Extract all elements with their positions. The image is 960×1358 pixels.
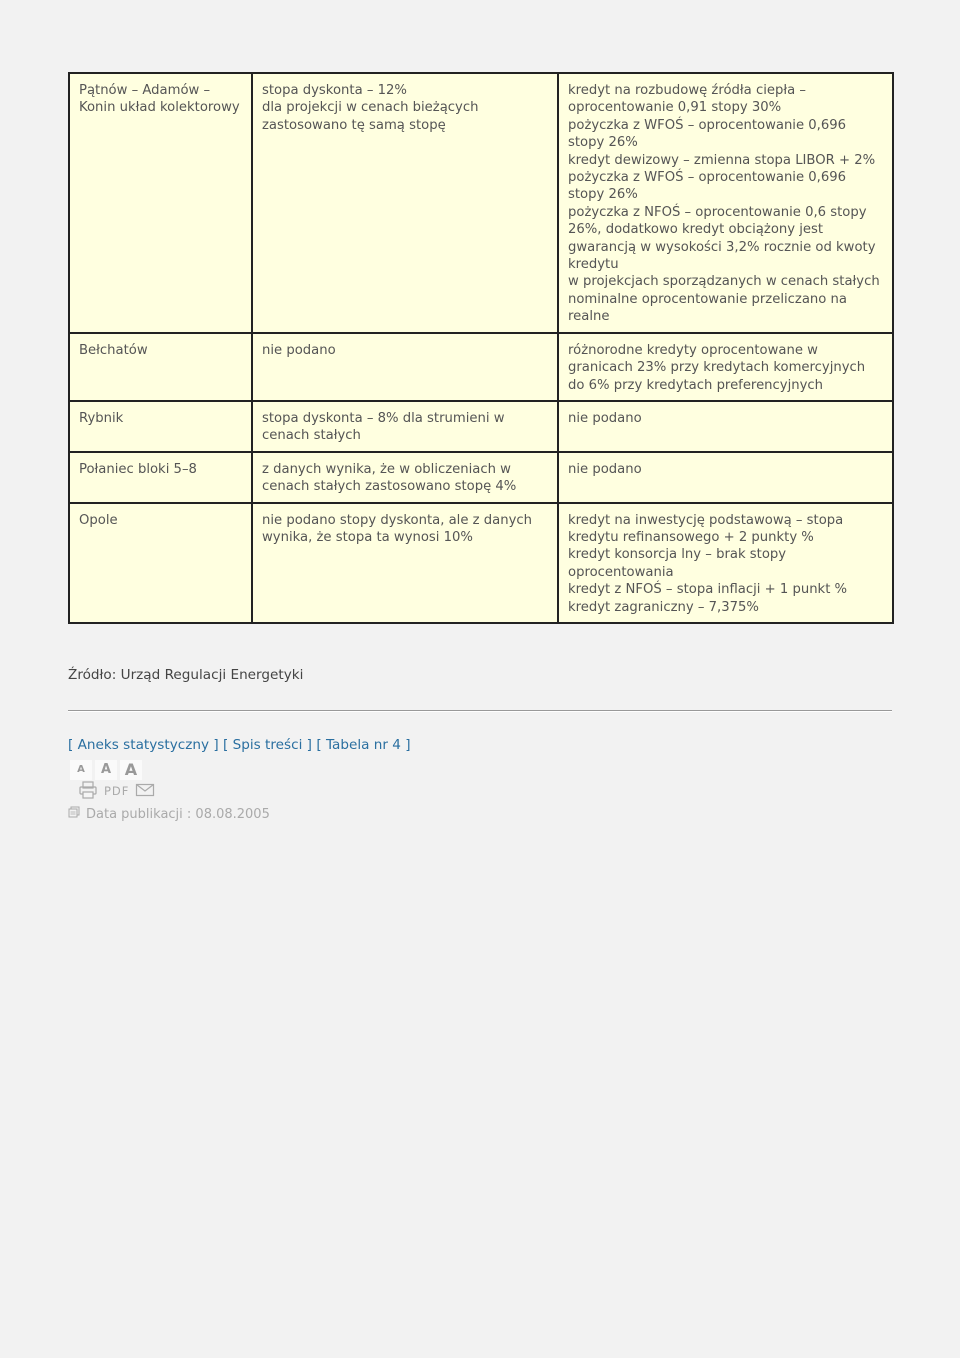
link-statistical-annex[interactable]: [ Aneks statystyczny ]: [68, 737, 219, 753]
discount-rate-cell: stopa dyskonta – 8% dla strumieni w cenach stałych: [252, 401, 558, 452]
font-small-button[interactable]: A: [70, 760, 92, 780]
document-content: [68, 72, 892, 624]
discount-rate-cell: nie podano: [252, 333, 558, 401]
printer-icon[interactable]: [78, 781, 98, 802]
font-large-button[interactable]: A: [120, 760, 142, 780]
credit-cell: kredyt na inwestycję podstawową – stopa kredytu refinansowego + 2 punkty % kredyt konsorcja lny – brak stopy oprocentowania kredyt z NFOŚ – stopa inflacji + 1 punkt % kredyt zagraniczny – 7,375%: [558, 503, 893, 623]
link-table-4[interactable]: [ Tabela nr 4 ]: [316, 737, 411, 753]
calendar-icon: [68, 806, 80, 822]
plant-name-cell: Rybnik: [69, 401, 252, 452]
credit-cell: nie podano: [558, 452, 893, 503]
font-medium-button[interactable]: A: [95, 760, 117, 780]
navigation-links: [68, 737, 411, 753]
pdf-button[interactable]: PDF: [104, 784, 130, 798]
plant-name-cell: Opole: [69, 503, 252, 623]
credit-cell: kredyt na rozbudowę źródła ciepła – oprocentowanie 0,91 stopy 30% pożyczka z WFOŚ – oprocentowanie 0,696 stopy 26% kredyt dewizowy – zmienna stopa LIBOR + 2% pożyczka z WFOŚ – oprocentowanie 0,696 stopy 26% pożyczka z NFOŚ – oprocentowanie 0,6 stopy 26%, dodatkowo kredyt obciążony jest gwarancją w wysokości 3,2% rocznie od kwoty kredytu w projekcjach sporządzanych w cenach stałych nominalne oprocentowanie przeliczano na realne: [558, 73, 893, 333]
envelope-icon[interactable]: [135, 783, 155, 800]
discount-rate-cell: z danych wynika, że w obliczeniach w cenach stałych zastosowano stopę 4%: [252, 452, 558, 503]
table-row: [69, 401, 893, 452]
plant-name-cell: Połaniec bloki 5–8: [69, 452, 252, 503]
source-note: Źródło: Urząd Regulacji Energetyki: [68, 667, 304, 683]
discount-rate-cell: nie podano stopy dyskonta, ale z danych wynika, że stopa ta wynosi 10%: [252, 503, 558, 623]
plant-name-cell: Pątnów – Adamów – Konin układ kolektorowy: [69, 73, 252, 333]
divider: [68, 710, 892, 712]
publication-date: [68, 806, 270, 822]
discount-rate-cell: stopa dyskonta – 12% dla projekcji w cenach bieżących zastosowano tę samą stopę: [252, 73, 558, 333]
link-table-of-contents[interactable]: [ Spis treści ]: [222, 737, 312, 753]
credit-cell: różnorodne kredyty oprocentowane w granicach 23% przy kredytach komercyjnych do 6% przy kredytach preferencyjnych: [558, 333, 893, 401]
document-tools: [78, 781, 155, 801]
publication-date-text: Data publikacji : 08.08.2005: [86, 806, 270, 822]
table-row: [69, 503, 893, 623]
table-row: [69, 333, 893, 401]
plant-name-cell: Bełchatów: [69, 333, 252, 401]
credit-cell: nie podano: [558, 401, 893, 452]
interest-rate-table: [68, 72, 894, 624]
table-row: [69, 73, 893, 333]
table-row: [69, 452, 893, 503]
font-size-controls: [70, 758, 142, 780]
